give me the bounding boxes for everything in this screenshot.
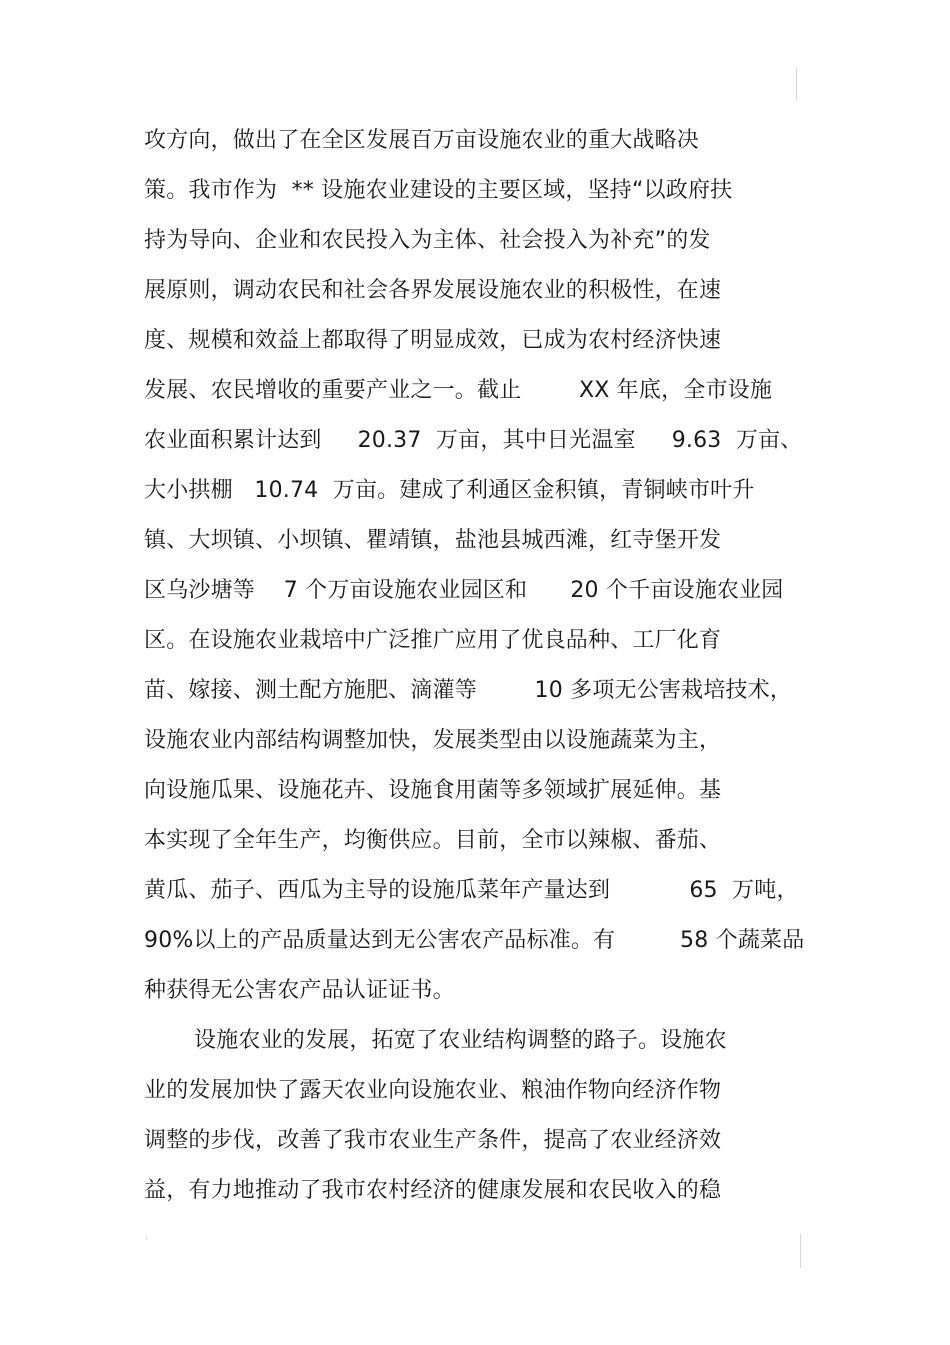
text-line: 黄瓜、茄子、西瓜为主导的设施瓜菜年产量达到 65 万吨， xyxy=(144,878,799,903)
text-line: 度、规模和效益上都取得了明显成效，已成为农村经济快速 xyxy=(144,328,722,353)
text-line: 展原则，调动农民和社会各界发展设施农业的积极性，在速 xyxy=(144,278,722,303)
text-line: 益，有力地推动了我市农村经济的健康发展和农民收入的稳 xyxy=(144,1178,722,1203)
text-line: 种获得无公害农产品认证证书。 xyxy=(144,978,455,1003)
paragraph-1 xyxy=(144,120,804,1020)
text-line: 苗、嫁接、测土配方施肥、滴灌等 10 多项无公害栽培技术， xyxy=(144,678,793,703)
page-corner-mark-dot xyxy=(146,1236,147,1240)
text-line: 区乌沙塘等 7 个万亩设施农业园区和 20 个千亩设施农业园 xyxy=(144,578,784,603)
text-line: 业的发展加快了露天农业向设施农业、粮油作物向经济作物 xyxy=(144,1078,722,1103)
text-line: 90%以上的产品质量达到无公害农产品标准。有 58 个蔬菜品 xyxy=(144,928,805,953)
text-line: 持为导向、企业和农民投入为主体、社会投入为补充”的发 xyxy=(144,228,711,253)
text-line: 设施农业内部结构调整加快，发展类型由以设施蔬菜为主， xyxy=(144,728,722,753)
body-text xyxy=(144,120,804,1220)
text-line: 设施农业的发展，拓宽了农业结构调整的路子。设施农 xyxy=(194,1028,727,1053)
text-line: 策。我市作为 ** 设施农业建设的主要区域，坚持“以政府扶 xyxy=(144,178,733,203)
page-corner-mark-top xyxy=(796,68,797,100)
text-line: 发展、农民增收的重要产业之一。截止 XX 年底，全市设施 xyxy=(144,378,773,403)
text-line: 本实现了全年生产，均衡供应。目前，全市以辣椒、番茄、 xyxy=(144,828,722,853)
paragraph-2 xyxy=(144,1020,804,1220)
text-line: 农业面积累计达到 20.37 万亩，其中日光温室 9.63 万亩、 xyxy=(144,428,803,453)
text-line: 大小拱棚 10.74 万亩。建成了利通区金积镇，青铜峡市叶升 xyxy=(144,478,755,503)
text-line: 镇、大坝镇、小坝镇、瞿靖镇，盐池县城西滩，红寺堡开发 xyxy=(144,528,722,553)
text-line: 攻方向，做出了在全区发展百万亩设施农业的重大战略决 xyxy=(144,128,700,153)
page-corner-mark-bottom xyxy=(800,1234,801,1268)
text-line: 区。在设施农业栽培中广泛推广应用了优良品种、工厂化育 xyxy=(144,628,722,653)
text-line: 向设施瓜果、设施花卉、设施食用菌等多领域扩展延伸。基 xyxy=(144,778,722,803)
text-line: 调整的步伐，改善了我市农业生产条件，提高了农业经济效 xyxy=(144,1128,722,1153)
